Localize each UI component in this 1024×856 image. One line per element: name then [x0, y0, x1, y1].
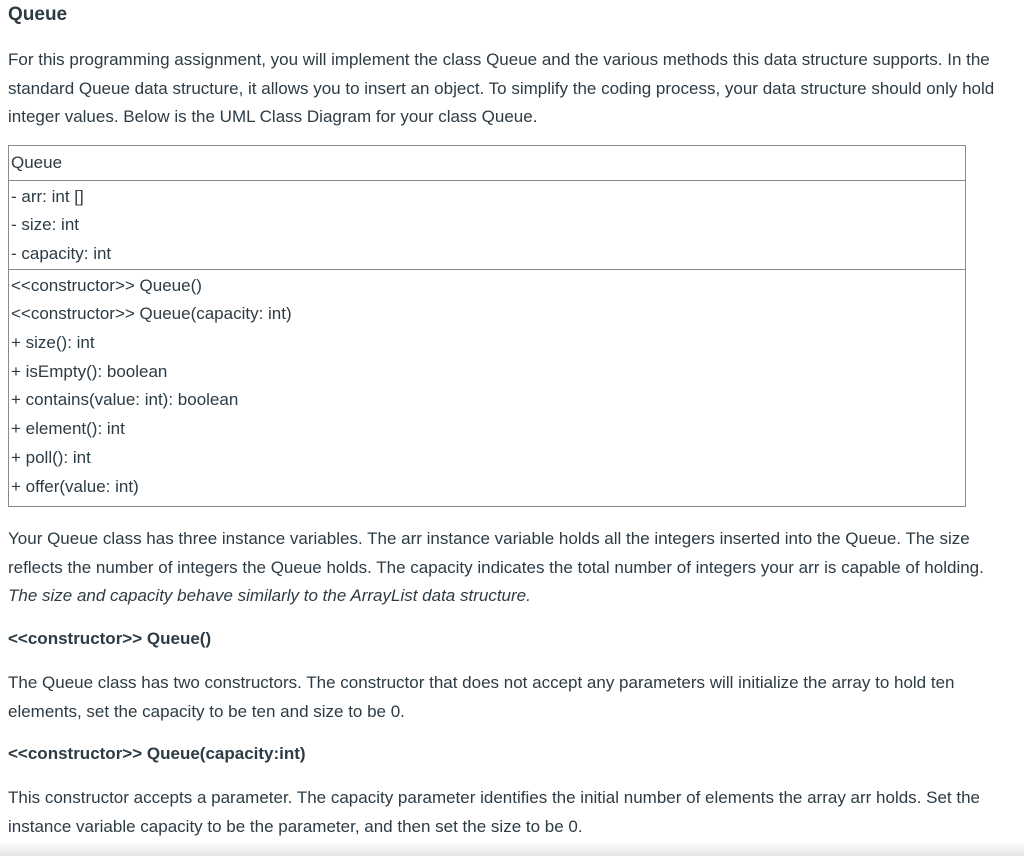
page-title: Queue: [8, 4, 68, 25]
uml-method: <<constructor>> Queue(): [11, 275, 202, 295]
uml-class-name-section: [9, 146, 965, 180]
constructor2-paragraph: This constructor accepts a parameter. The capacity parameter identifies the initial number of elements the array arr holds. Set the instance variable capacity to be the parameter, and then set the size to be 0.: [8, 788, 980, 836]
uml-class-name: Queue: [11, 153, 63, 172]
constructor1-heading: <<constructor>> Queue(): [8, 629, 212, 648]
constructor1-paragraph: The Queue class has two constructors. The constructor that does not accept any parameters will initialize the array to hold ten elements, set the capacity to be ten and size to be 0.: [8, 673, 955, 721]
uml-attributes-section: [9, 180, 965, 269]
uml-attribute: - capacity: int: [11, 244, 112, 264]
uml-attribute: - size: int: [11, 215, 80, 235]
uml-class-diagram: [8, 145, 966, 507]
uml-method: + poll(): int: [11, 447, 91, 467]
uml-method: + offer(value: int): [11, 476, 139, 496]
instance-variables-paragraph: [8, 525, 1003, 611]
uml-attribute: - arr: int []: [11, 186, 84, 206]
uml-methods-section: [9, 269, 965, 506]
uml-method: <<constructor>> Queue(capacity: int): [11, 304, 292, 324]
instance-variables-text: Your Queue class has three instance variables. The arr instance variable holds all the integers inserted into the Queue. The size reflects the number of integers the Queue holds. The capacity indicates the total number of integers your arr is capable of holding.: [8, 529, 984, 577]
uml-method: + element(): int: [11, 419, 125, 439]
uml-method: + isEmpty(): boolean: [11, 361, 168, 381]
bottom-edge-shadow: [0, 842, 1024, 856]
uml-method: + contains(value: int): boolean: [11, 390, 239, 410]
constructor2-heading: <<constructor>> Queue(capacity:int): [8, 744, 306, 763]
intro-paragraph: For this programming assignment, you will implement the class Queue and the various methods this data structure supports. In the standard Queue data structure, it allows you to insert an object. To simplify the coding process, your data structure should only hold integer values. Below is the UML Class Diagram for your class Queue.: [8, 50, 995, 126]
uml-method: + size(): int: [11, 333, 95, 353]
instance-variables-note: The size and capacity behave similarly to the ArrayList data structure.: [8, 586, 531, 605]
